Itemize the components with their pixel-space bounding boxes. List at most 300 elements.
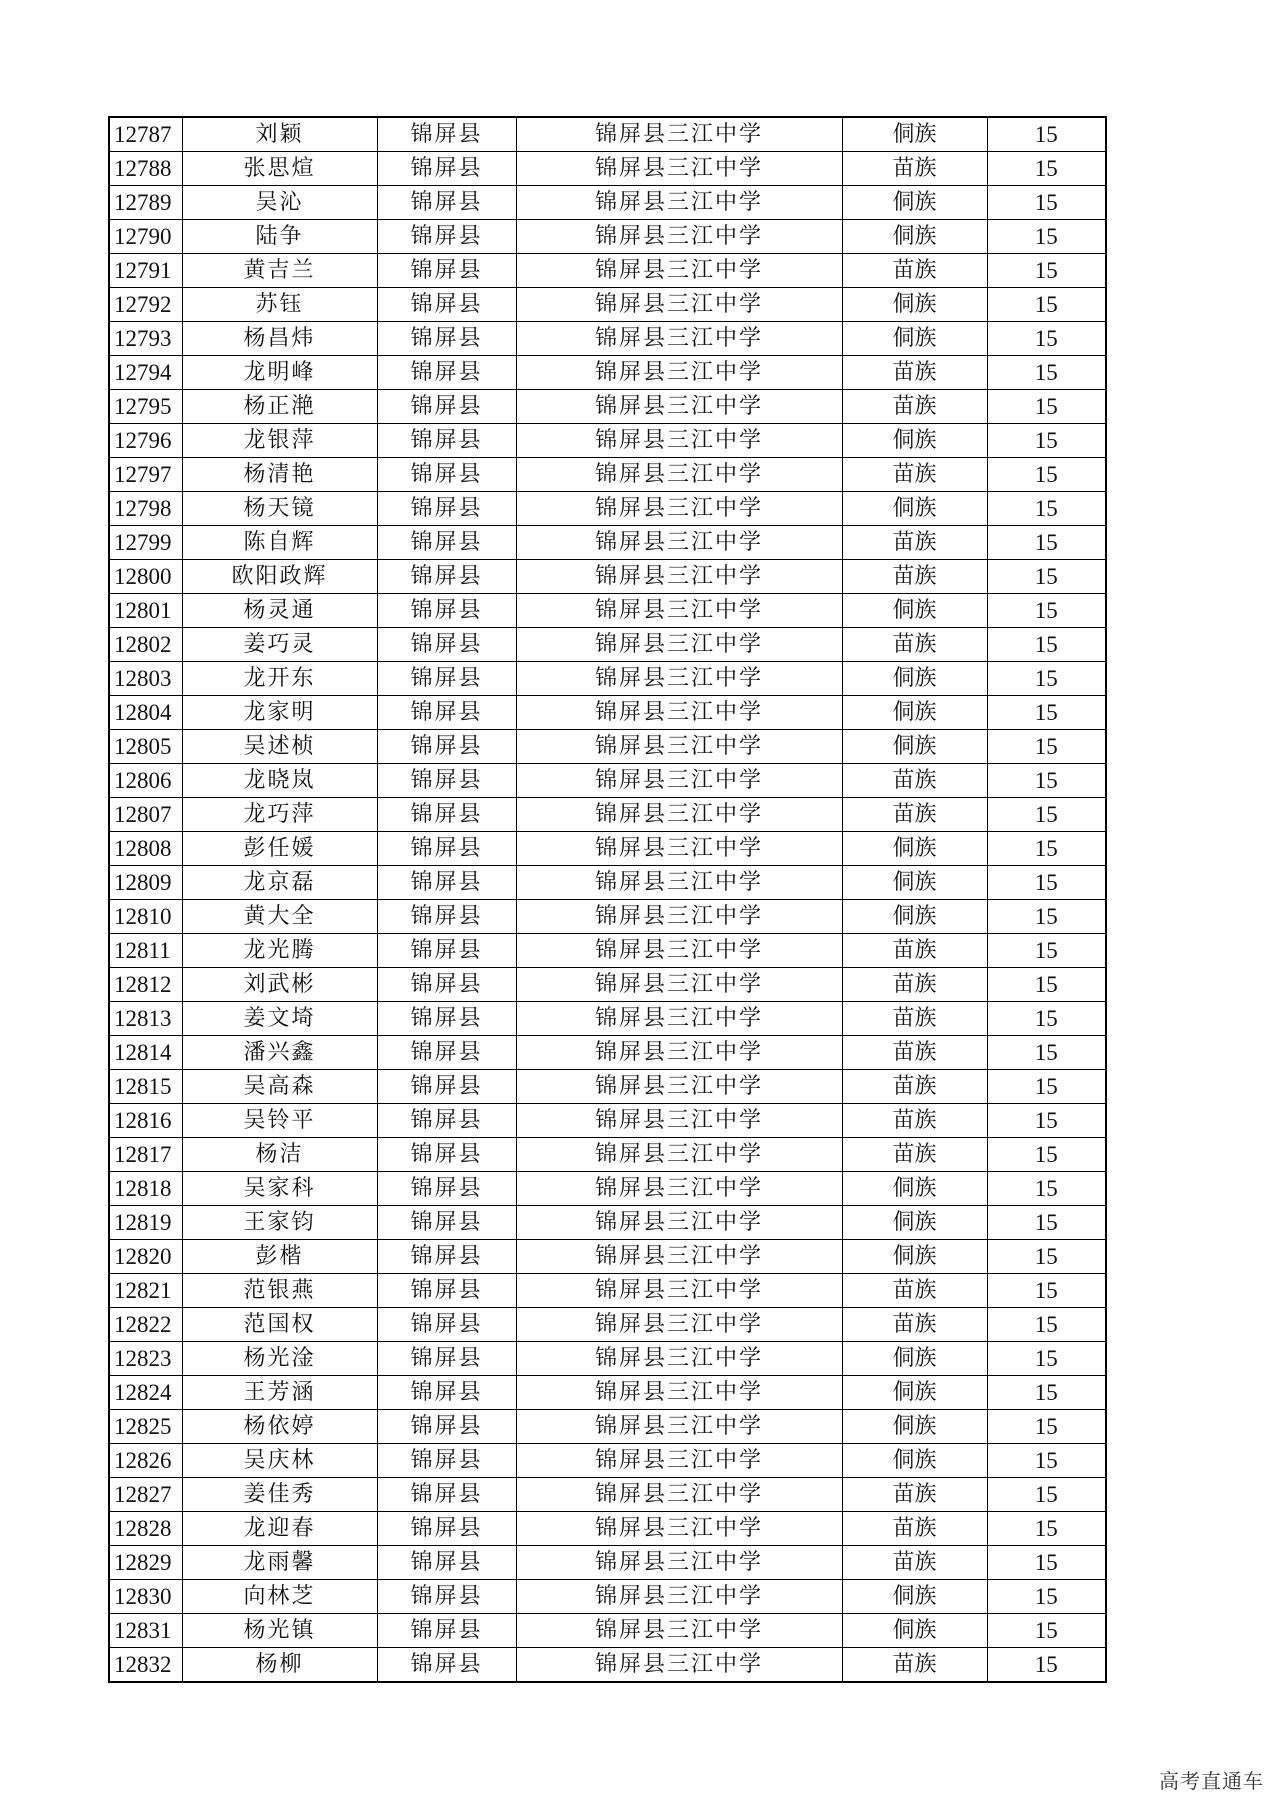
number-cell: 15: [987, 1342, 1106, 1376]
number-cell: 15: [987, 1444, 1106, 1478]
table-row: [109, 1478, 1106, 1512]
id-cell: 12794: [109, 356, 182, 390]
county-cell: 锦屏县: [377, 1104, 516, 1138]
county-cell: 锦屏县: [377, 1138, 516, 1172]
school-cell: 锦屏县三江中学: [516, 730, 842, 764]
ethnicity-cell: 侗族: [842, 900, 987, 934]
name-cell: 龙迎春: [182, 1512, 377, 1546]
county-cell: 锦屏县: [377, 458, 516, 492]
school-cell: 锦屏县三江中学: [516, 1002, 842, 1036]
ethnicity-cell: 侗族: [842, 186, 987, 220]
name-cell: 范国权: [182, 1308, 377, 1342]
county-cell: 锦屏县: [377, 1410, 516, 1444]
county-cell: 锦屏县: [377, 934, 516, 968]
name-cell: 姜文埼: [182, 1002, 377, 1036]
name-cell: 王家钧: [182, 1206, 377, 1240]
name-cell: 杨天镜: [182, 492, 377, 526]
county-cell: 锦屏县: [377, 1002, 516, 1036]
name-cell: 龙京磊: [182, 866, 377, 900]
county-cell: 锦屏县: [377, 696, 516, 730]
name-cell: 龙光腾: [182, 934, 377, 968]
id-cell: 12802: [109, 628, 182, 662]
number-cell: 15: [987, 832, 1106, 866]
school-cell: 锦屏县三江中学: [516, 696, 842, 730]
number-cell: 15: [987, 1410, 1106, 1444]
number-cell: 15: [987, 1274, 1106, 1308]
name-cell: 吴铃平: [182, 1104, 377, 1138]
id-cell: 12793: [109, 322, 182, 356]
school-cell: 锦屏县三江中学: [516, 1342, 842, 1376]
name-cell: 刘武彬: [182, 968, 377, 1002]
table-row: [109, 254, 1106, 288]
name-cell: 龙雨馨: [182, 1546, 377, 1580]
id-cell: 12826: [109, 1444, 182, 1478]
id-cell: 12819: [109, 1206, 182, 1240]
school-cell: 锦屏县三江中学: [516, 1376, 842, 1410]
school-cell: 锦屏县三江中学: [516, 798, 842, 832]
ethnicity-cell: 苗族: [842, 458, 987, 492]
id-cell: 12804: [109, 696, 182, 730]
ethnicity-cell: 侗族: [842, 322, 987, 356]
county-cell: 锦屏县: [377, 1444, 516, 1478]
table-row: [109, 560, 1106, 594]
school-cell: 锦屏县三江中学: [516, 628, 842, 662]
id-cell: 12796: [109, 424, 182, 458]
table-row: [109, 1036, 1106, 1070]
id-cell: 12811: [109, 934, 182, 968]
county-cell: 锦屏县: [377, 390, 516, 424]
number-cell: 15: [987, 186, 1106, 220]
county-cell: 锦屏县: [377, 186, 516, 220]
id-cell: 12795: [109, 390, 182, 424]
county-cell: 锦屏县: [377, 730, 516, 764]
id-cell: 12806: [109, 764, 182, 798]
school-cell: 锦屏县三江中学: [516, 934, 842, 968]
school-cell: 锦屏县三江中学: [516, 662, 842, 696]
school-cell: 锦屏县三江中学: [516, 526, 842, 560]
number-cell: 15: [987, 1546, 1106, 1580]
number-cell: 15: [987, 934, 1106, 968]
school-cell: 锦屏县三江中学: [516, 1308, 842, 1342]
table-row: [109, 764, 1106, 798]
school-cell: 锦屏县三江中学: [516, 866, 842, 900]
ethnicity-cell: 苗族: [842, 1308, 987, 1342]
school-cell: 锦屏县三江中学: [516, 1172, 842, 1206]
school-cell: 锦屏县三江中学: [516, 220, 842, 254]
id-cell: 12831: [109, 1614, 182, 1648]
table-row: [109, 458, 1106, 492]
name-cell: 范银燕: [182, 1274, 377, 1308]
ethnicity-cell: 侗族: [842, 1444, 987, 1478]
table-row: [109, 1104, 1106, 1138]
county-cell: 锦屏县: [377, 152, 516, 186]
number-cell: 15: [987, 628, 1106, 662]
name-cell: 杨光淦: [182, 1342, 377, 1376]
ethnicity-cell: 苗族: [842, 1648, 987, 1683]
county-cell: 锦屏县: [377, 1206, 516, 1240]
name-cell: 陆争: [182, 220, 377, 254]
table-row: [109, 1240, 1106, 1274]
name-cell: 杨正滟: [182, 390, 377, 424]
number-cell: 15: [987, 1648, 1106, 1683]
number-cell: 15: [987, 1002, 1106, 1036]
school-cell: 锦屏县三江中学: [516, 1444, 842, 1478]
ethnicity-cell: 苗族: [842, 1070, 987, 1104]
school-cell: 锦屏县三江中学: [516, 390, 842, 424]
school-cell: 锦屏县三江中学: [516, 560, 842, 594]
ethnicity-cell: 苗族: [842, 356, 987, 390]
county-cell: 锦屏县: [377, 1580, 516, 1614]
table-row: [109, 1002, 1106, 1036]
county-cell: 锦屏县: [377, 1478, 516, 1512]
ethnicity-cell: 侗族: [842, 832, 987, 866]
ethnicity-cell: 苗族: [842, 1138, 987, 1172]
school-cell: 锦屏县三江中学: [516, 254, 842, 288]
county-cell: 锦屏县: [377, 1614, 516, 1648]
county-cell: 锦屏县: [377, 1342, 516, 1376]
school-cell: 锦屏县三江中学: [516, 1546, 842, 1580]
name-cell: 杨灵通: [182, 594, 377, 628]
number-cell: 15: [987, 1376, 1106, 1410]
name-cell: 王芳涵: [182, 1376, 377, 1410]
id-cell: 12800: [109, 560, 182, 594]
table-row: [109, 492, 1106, 526]
ethnicity-cell: 苗族: [842, 1274, 987, 1308]
county-cell: 锦屏县: [377, 424, 516, 458]
number-cell: 15: [987, 220, 1106, 254]
county-cell: 锦屏县: [377, 1240, 516, 1274]
school-cell: 锦屏县三江中学: [516, 424, 842, 458]
school-cell: 锦屏县三江中学: [516, 1240, 842, 1274]
school-cell: 锦屏县三江中学: [516, 152, 842, 186]
id-cell: 12812: [109, 968, 182, 1002]
county-cell: 锦屏县: [377, 1274, 516, 1308]
ethnicity-cell: 苗族: [842, 560, 987, 594]
name-cell: 杨依婷: [182, 1410, 377, 1444]
name-cell: 杨洁: [182, 1138, 377, 1172]
ethnicity-cell: 苗族: [842, 628, 987, 662]
table-row: [109, 628, 1106, 662]
number-cell: 15: [987, 1206, 1106, 1240]
number-cell: 15: [987, 492, 1106, 526]
id-cell: 12829: [109, 1546, 182, 1580]
ethnicity-cell: 苗族: [842, 1104, 987, 1138]
id-cell: 12791: [109, 254, 182, 288]
school-cell: 锦屏县三江中学: [516, 1138, 842, 1172]
name-cell: 彭楷: [182, 1240, 377, 1274]
name-cell: 黄大全: [182, 900, 377, 934]
table-row: [109, 900, 1106, 934]
table-row: [109, 152, 1106, 186]
school-cell: 锦屏县三江中学: [516, 968, 842, 1002]
id-cell: 12824: [109, 1376, 182, 1410]
table-row: [109, 1206, 1106, 1240]
county-cell: 锦屏县: [377, 1308, 516, 1342]
number-cell: 15: [987, 390, 1106, 424]
id-cell: 12810: [109, 900, 182, 934]
county-cell: 锦屏县: [377, 560, 516, 594]
county-cell: 锦屏县: [377, 866, 516, 900]
id-cell: 12805: [109, 730, 182, 764]
number-cell: 15: [987, 900, 1106, 934]
number-cell: 15: [987, 1172, 1106, 1206]
table-row: [109, 1444, 1106, 1478]
table-row: [109, 322, 1106, 356]
ethnicity-cell: 苗族: [842, 934, 987, 968]
county-cell: 锦屏县: [377, 220, 516, 254]
id-cell: 12822: [109, 1308, 182, 1342]
number-cell: 15: [987, 1070, 1106, 1104]
ethnicity-cell: 侗族: [842, 1580, 987, 1614]
ethnicity-cell: 苗族: [842, 1512, 987, 1546]
id-cell: 12832: [109, 1648, 182, 1683]
name-cell: 龙银萍: [182, 424, 377, 458]
id-cell: 12825: [109, 1410, 182, 1444]
id-cell: 12787: [109, 117, 182, 152]
school-cell: 锦屏县三江中学: [516, 1036, 842, 1070]
table-row: [109, 1342, 1106, 1376]
table-row: [109, 1648, 1106, 1683]
school-cell: 锦屏县三江中学: [516, 322, 842, 356]
name-cell: 龙巧萍: [182, 798, 377, 832]
table-row: [109, 1546, 1106, 1580]
table-row: [109, 1070, 1106, 1104]
number-cell: 15: [987, 764, 1106, 798]
id-cell: 12830: [109, 1580, 182, 1614]
county-cell: 锦屏县: [377, 526, 516, 560]
id-cell: 12818: [109, 1172, 182, 1206]
county-cell: 锦屏县: [377, 288, 516, 322]
school-cell: 锦屏县三江中学: [516, 356, 842, 390]
id-cell: 12815: [109, 1070, 182, 1104]
table-row: [109, 866, 1106, 900]
name-cell: 龙晓岚: [182, 764, 377, 798]
table-row: [109, 356, 1106, 390]
ethnicity-cell: 苗族: [842, 526, 987, 560]
number-cell: 15: [987, 288, 1106, 322]
ethnicity-cell: 侗族: [842, 696, 987, 730]
ethnicity-cell: 侗族: [842, 288, 987, 322]
number-cell: 15: [987, 1580, 1106, 1614]
name-cell: 刘颖: [182, 117, 377, 152]
county-cell: 锦屏县: [377, 1546, 516, 1580]
number-cell: 15: [987, 117, 1106, 152]
ethnicity-cell: 侗族: [842, 117, 987, 152]
table-row: [109, 288, 1106, 322]
table-row: [109, 968, 1106, 1002]
ethnicity-cell: 侗族: [842, 492, 987, 526]
name-cell: 吴述桢: [182, 730, 377, 764]
table-row: [109, 1274, 1106, 1308]
number-cell: 15: [987, 560, 1106, 594]
name-cell: 杨清艳: [182, 458, 377, 492]
id-cell: 12808: [109, 832, 182, 866]
id-cell: 12790: [109, 220, 182, 254]
id-cell: 12799: [109, 526, 182, 560]
table-row: [109, 1138, 1106, 1172]
name-cell: 姜佳秀: [182, 1478, 377, 1512]
ethnicity-cell: 侗族: [842, 594, 987, 628]
ethnicity-cell: 苗族: [842, 1002, 987, 1036]
name-cell: 潘兴鑫: [182, 1036, 377, 1070]
school-cell: 锦屏县三江中学: [516, 594, 842, 628]
table-row: [109, 1614, 1106, 1648]
roster-table: [108, 116, 1107, 1683]
school-cell: 锦屏县三江中学: [516, 117, 842, 152]
name-cell: 吴庆林: [182, 1444, 377, 1478]
number-cell: 15: [987, 322, 1106, 356]
school-cell: 锦屏县三江中学: [516, 1206, 842, 1240]
table-row: [109, 1512, 1106, 1546]
school-cell: 锦屏县三江中学: [516, 764, 842, 798]
table-row: [109, 117, 1106, 152]
name-cell: 陈自辉: [182, 526, 377, 560]
id-cell: 12788: [109, 152, 182, 186]
ethnicity-cell: 侗族: [842, 662, 987, 696]
roster-table-body: [109, 117, 1106, 1682]
school-cell: 锦屏县三江中学: [516, 458, 842, 492]
table-row: [109, 1410, 1106, 1444]
name-cell: 龙家明: [182, 696, 377, 730]
name-cell: 欧阳政辉: [182, 560, 377, 594]
county-cell: 锦屏县: [377, 594, 516, 628]
number-cell: 15: [987, 356, 1106, 390]
number-cell: 15: [987, 1138, 1106, 1172]
ethnicity-cell: 侗族: [842, 1172, 987, 1206]
school-cell: 锦屏县三江中学: [516, 1580, 842, 1614]
school-cell: 锦屏县三江中学: [516, 900, 842, 934]
ethnicity-cell: 侗族: [842, 730, 987, 764]
ethnicity-cell: 苗族: [842, 968, 987, 1002]
ethnicity-cell: 苗族: [842, 254, 987, 288]
table-row: [109, 1308, 1106, 1342]
name-cell: 杨昌炜: [182, 322, 377, 356]
table-row: [109, 1172, 1106, 1206]
id-cell: 12798: [109, 492, 182, 526]
number-cell: 15: [987, 730, 1106, 764]
number-cell: 15: [987, 1036, 1106, 1070]
school-cell: 锦屏县三江中学: [516, 1104, 842, 1138]
school-cell: 锦屏县三江中学: [516, 288, 842, 322]
name-cell: 向林芝: [182, 1580, 377, 1614]
number-cell: 15: [987, 152, 1106, 186]
county-cell: 锦屏县: [377, 1172, 516, 1206]
county-cell: 锦屏县: [377, 356, 516, 390]
table-row: [109, 526, 1106, 560]
watermark-text: 高考直通车: [1159, 1769, 1264, 1793]
name-cell: 龙开东: [182, 662, 377, 696]
table-row: [109, 424, 1106, 458]
ethnicity-cell: 侗族: [842, 1342, 987, 1376]
county-cell: 锦屏县: [377, 832, 516, 866]
table-row: [109, 390, 1106, 424]
ethnicity-cell: 苗族: [842, 1546, 987, 1580]
county-cell: 锦屏县: [377, 628, 516, 662]
school-cell: 锦屏县三江中学: [516, 1478, 842, 1512]
id-cell: 12814: [109, 1036, 182, 1070]
number-cell: 15: [987, 696, 1106, 730]
ethnicity-cell: 侗族: [842, 866, 987, 900]
number-cell: 15: [987, 594, 1106, 628]
number-cell: 15: [987, 1478, 1106, 1512]
id-cell: 12803: [109, 662, 182, 696]
number-cell: 15: [987, 254, 1106, 288]
county-cell: 锦屏县: [377, 1376, 516, 1410]
table-row: [109, 934, 1106, 968]
name-cell: 吴家科: [182, 1172, 377, 1206]
id-cell: 12792: [109, 288, 182, 322]
county-cell: 锦屏县: [377, 322, 516, 356]
school-cell: 锦屏县三江中学: [516, 1512, 842, 1546]
id-cell: 12789: [109, 186, 182, 220]
number-cell: 15: [987, 1104, 1106, 1138]
ethnicity-cell: 侗族: [842, 424, 987, 458]
table-row: [109, 220, 1106, 254]
id-cell: 12823: [109, 1342, 182, 1376]
county-cell: 锦屏县: [377, 662, 516, 696]
table-row: [109, 594, 1106, 628]
county-cell: 锦屏县: [377, 968, 516, 1002]
id-cell: 12809: [109, 866, 182, 900]
name-cell: 杨光镇: [182, 1614, 377, 1648]
number-cell: 15: [987, 1512, 1106, 1546]
school-cell: 锦屏县三江中学: [516, 832, 842, 866]
id-cell: 12816: [109, 1104, 182, 1138]
number-cell: 15: [987, 526, 1106, 560]
id-cell: 12828: [109, 1512, 182, 1546]
school-cell: 锦屏县三江中学: [516, 1070, 842, 1104]
table-row: [109, 730, 1106, 764]
name-cell: 张思煊: [182, 152, 377, 186]
county-cell: 锦屏县: [377, 1070, 516, 1104]
county-cell: 锦屏县: [377, 1648, 516, 1683]
id-cell: 12817: [109, 1138, 182, 1172]
name-cell: 吴沁: [182, 186, 377, 220]
id-cell: 12807: [109, 798, 182, 832]
school-cell: 锦屏县三江中学: [516, 1614, 842, 1648]
ethnicity-cell: 苗族: [842, 1036, 987, 1070]
number-cell: 15: [987, 424, 1106, 458]
table-row: [109, 1580, 1106, 1614]
id-cell: 12827: [109, 1478, 182, 1512]
county-cell: 锦屏县: [377, 254, 516, 288]
county-cell: 锦屏县: [377, 117, 516, 152]
number-cell: 15: [987, 798, 1106, 832]
table-row: [109, 1376, 1106, 1410]
school-cell: 锦屏县三江中学: [516, 186, 842, 220]
school-cell: 锦屏县三江中学: [516, 1274, 842, 1308]
number-cell: 15: [987, 662, 1106, 696]
name-cell: 苏钰: [182, 288, 377, 322]
county-cell: 锦屏县: [377, 1512, 516, 1546]
id-cell: 12820: [109, 1240, 182, 1274]
table-row: [109, 696, 1106, 730]
name-cell: 龙明峰: [182, 356, 377, 390]
ethnicity-cell: 侗族: [842, 1376, 987, 1410]
county-cell: 锦屏县: [377, 492, 516, 526]
ethnicity-cell: 侗族: [842, 1206, 987, 1240]
number-cell: 15: [987, 1614, 1106, 1648]
ethnicity-cell: 苗族: [842, 798, 987, 832]
name-cell: 彭任媛: [182, 832, 377, 866]
table-row: [109, 186, 1106, 220]
id-cell: 12797: [109, 458, 182, 492]
number-cell: 15: [987, 1240, 1106, 1274]
county-cell: 锦屏县: [377, 1036, 516, 1070]
number-cell: 15: [987, 458, 1106, 492]
ethnicity-cell: 苗族: [842, 152, 987, 186]
county-cell: 锦屏县: [377, 798, 516, 832]
